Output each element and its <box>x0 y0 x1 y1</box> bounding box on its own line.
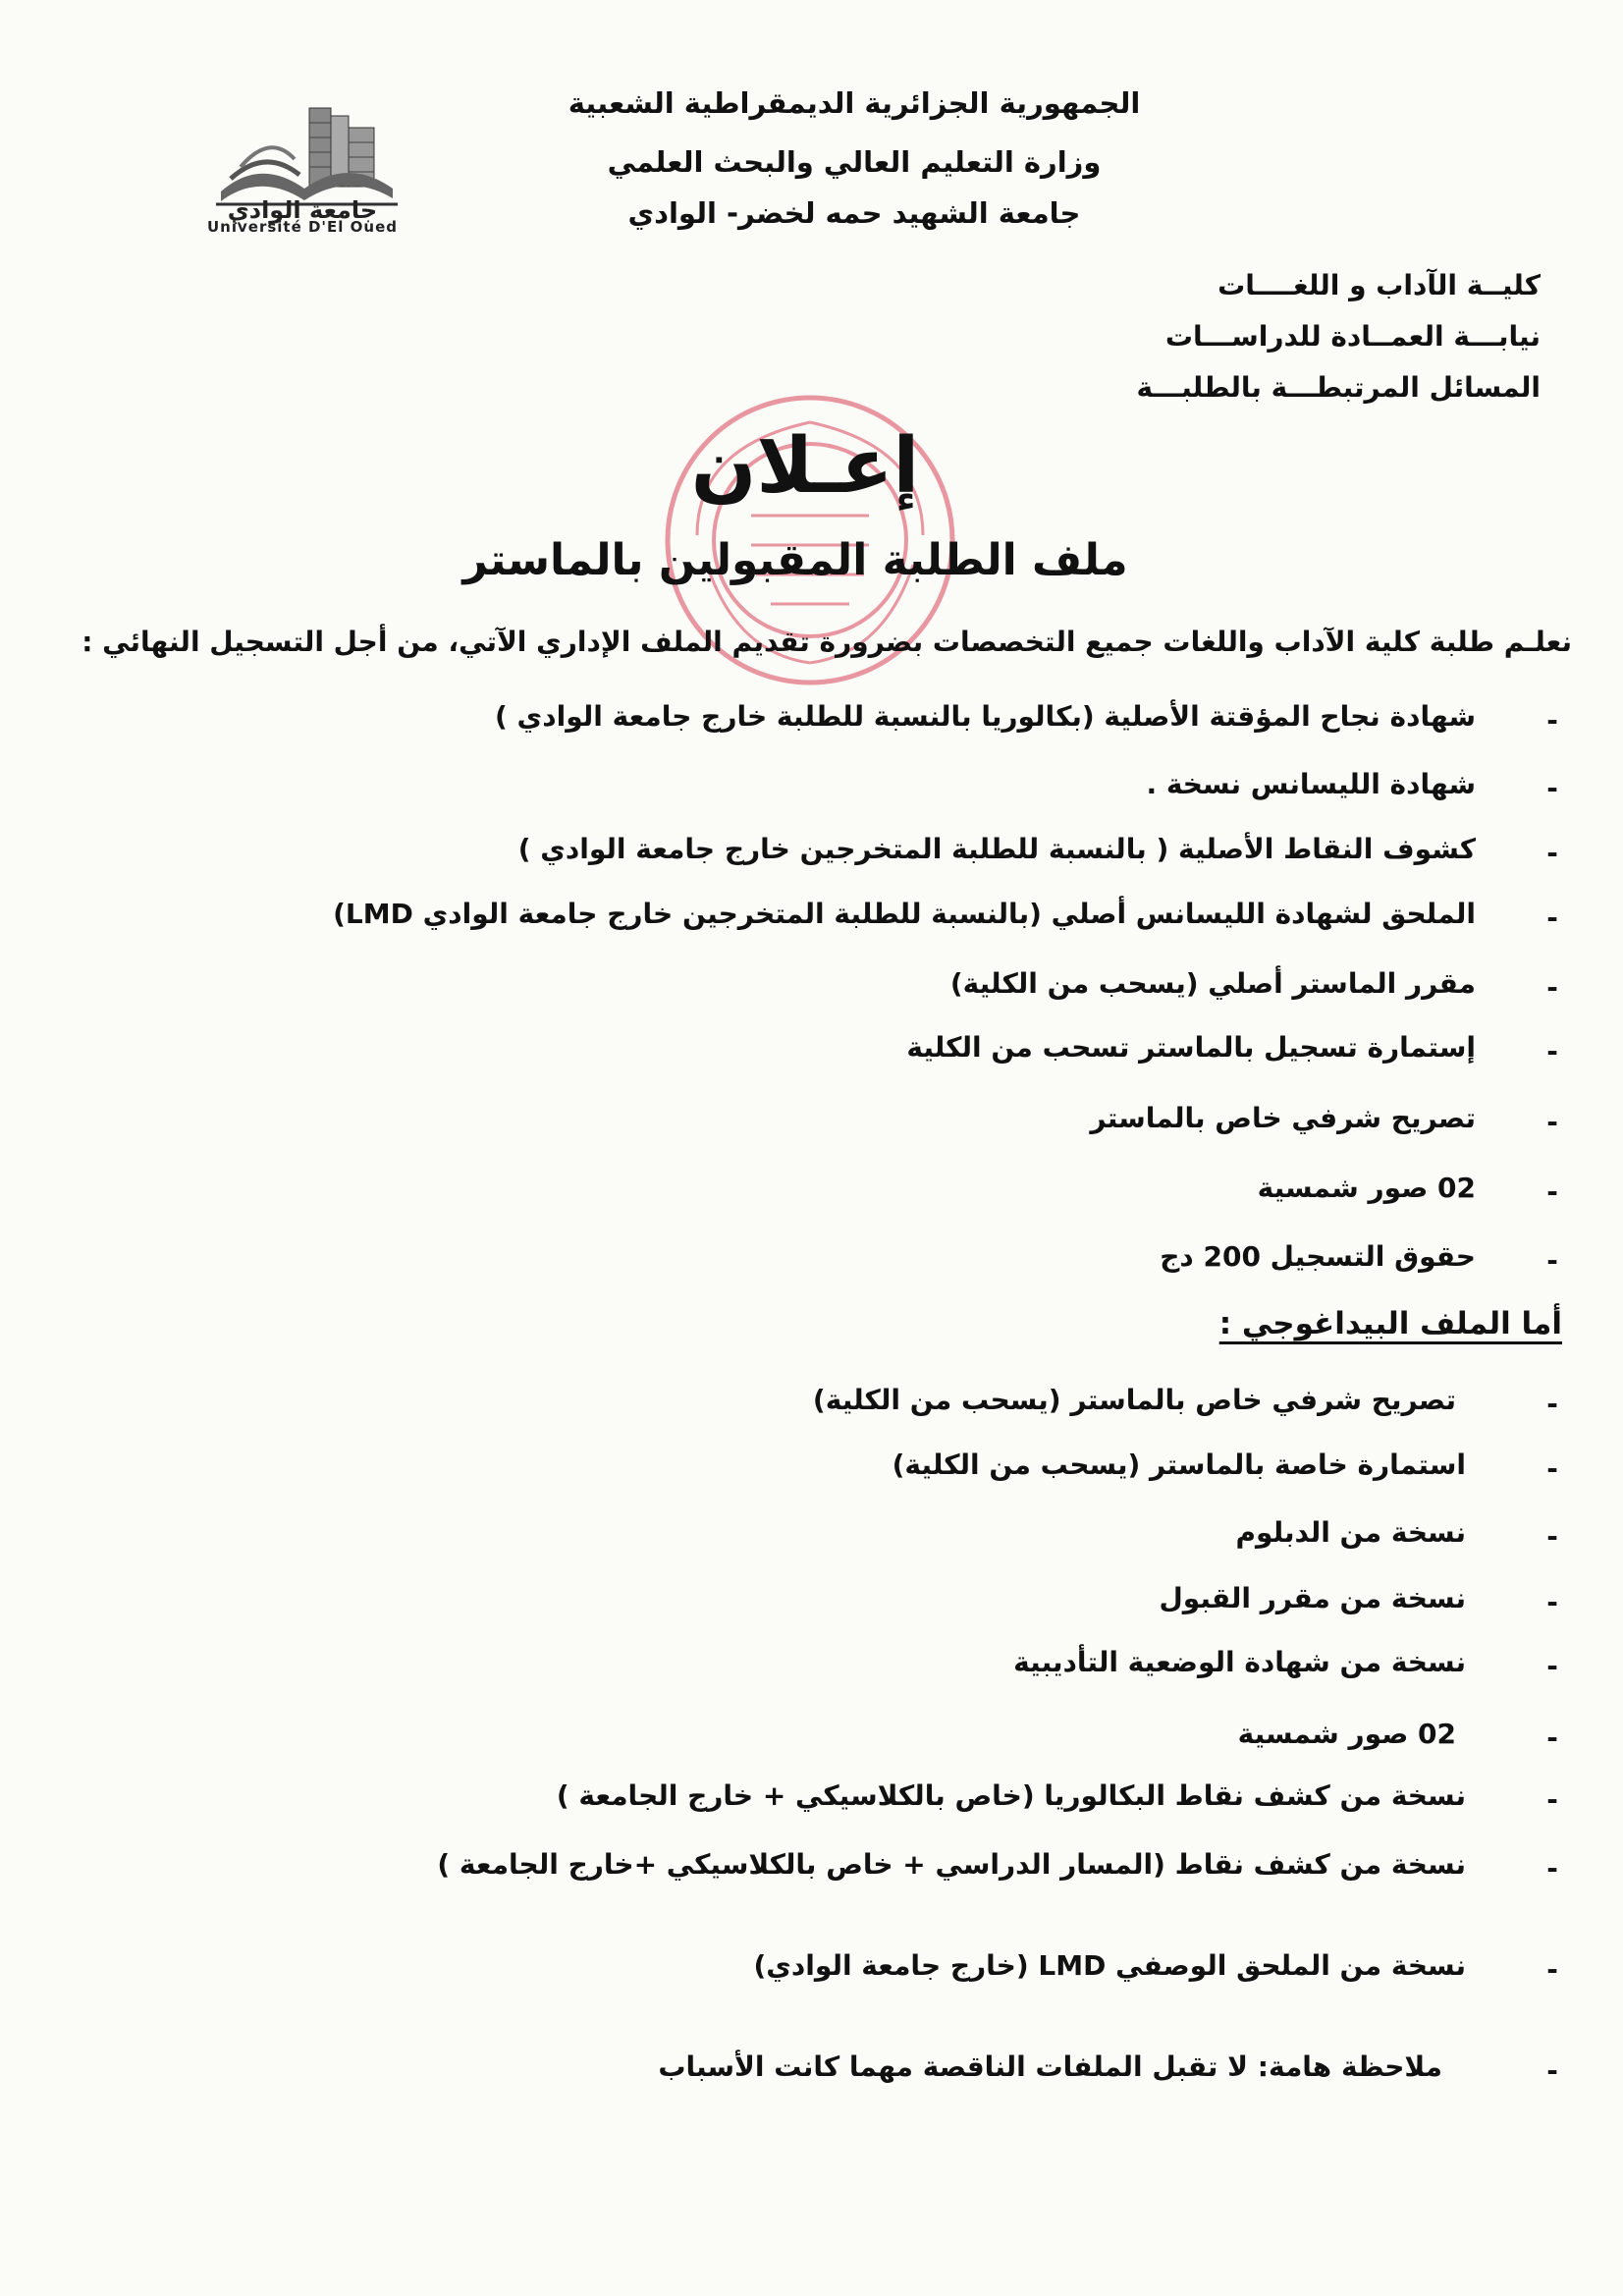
intro-paragraph: نعلـم طلبة كلية الآداب واللغات جميع التخصصات بضرورة تقديم الملف الإداري الآتي، من أجل التسجيل النهائي : <box>81 626 1572 658</box>
list-item-text: نسخة من كشف نقاط (المسار الدراسي + خاص بالكلاسيكي +خارج الجامعة ) <box>437 1848 1466 1881</box>
list-bullet: - <box>1546 1722 1558 1754</box>
pedagogical-heading: أما الملف البيداغوجي : <box>1218 1306 1562 1341</box>
list-bullet: - <box>1546 1783 1558 1816</box>
list-bullet: - <box>1546 1244 1558 1277</box>
list-item <box>89 1240 1562 1284</box>
list-bullet: - <box>1546 1388 1558 1420</box>
list-bullet: - <box>1546 1035 1558 1067</box>
list-bullet: - <box>1546 837 1558 869</box>
list-item <box>89 898 1562 941</box>
list-bullet: - <box>1546 971 1558 1004</box>
list-item <box>89 1582 1562 1625</box>
list-bullet: - <box>1546 1520 1558 1553</box>
list-item-text: استمارة خاصة بالماستر (يسحب من الكلية) <box>892 1449 1466 1481</box>
logo-arabic-text: جامعة الوادي <box>227 196 378 224</box>
list-item <box>89 1646 1562 1689</box>
list-bullet: - <box>1546 1852 1558 1885</box>
list-bullet: - <box>1546 1106 1558 1138</box>
list-bullet: - <box>1546 1586 1558 1618</box>
list-item <box>89 1172 1562 1215</box>
list-bullet: - <box>1546 1953 1558 1986</box>
list-item <box>89 1718 1562 1761</box>
list-item-text: مقرر الماستر أصلي (يسحب من الكلية) <box>949 967 1476 1000</box>
header-republic: الجمهورية الجزائرية الديمقراطية الشعبية <box>568 86 1141 120</box>
list-item <box>89 833 1562 876</box>
list-item <box>89 1516 1562 1559</box>
list-item-text: الملحق لشهادة الليسانس أصلي (بالنسبة للطلبة المتخرجين خارج جامعة الوادي LMD) <box>333 898 1476 930</box>
header-ministry: وزارة التعليم العالي والبحث العلمي <box>607 145 1102 179</box>
list-item-text: 02 صور شمسية <box>1257 1172 1476 1204</box>
faculty-name: كليــة الآداب و اللغــــات <box>1217 269 1541 301</box>
list-bullet: - <box>1546 1175 1558 1208</box>
list-item <box>89 700 1562 743</box>
list-item-text: نسخة من شهادة الوضعية التأديبية <box>1013 1646 1466 1678</box>
list-item-text: 02 صور شمسية <box>1237 1718 1456 1750</box>
list-item <box>89 967 1562 1011</box>
list-item-text: نسخة من الملحق الوصفي LMD (خارج جامعة الوادي) <box>753 1949 1466 1982</box>
header-university: جامعة الشهيد حمه لخضر- الوادي <box>627 196 1081 230</box>
list-bullet: - <box>1546 772 1558 804</box>
list-bullet: - <box>1546 902 1558 934</box>
list-item-text: نسخة من مقرر القبول <box>1159 1582 1466 1614</box>
announcement-subtitle: ملف الطلبة المقبولين بالماستر <box>462 535 1128 585</box>
list-bullet: - <box>1546 1650 1558 1682</box>
list-item <box>89 1779 1562 1823</box>
list-item <box>89 1384 1562 1427</box>
important-note-text: ملاحظة هامة: لا تقبل الملفات الناقصة مهما كانت الأسباب <box>658 2050 1442 2083</box>
faculty-student-affairs: المسائل المرتبطـــة بالطلبـــة <box>1136 371 1541 404</box>
list-item <box>89 1031 1562 1074</box>
important-note <box>89 2050 1562 2094</box>
list-bullet: - <box>1546 1452 1558 1485</box>
list-item <box>89 1102 1562 1145</box>
list-item <box>89 768 1562 811</box>
list-item <box>89 1949 1562 1993</box>
list-item-text: نسخة من الدبلوم <box>1235 1516 1466 1549</box>
list-item-text: شهادة نجاح المؤقتة الأصلية (بكالوريا بالنسبة للطلبة خارج جامعة الوادي ) <box>495 700 1476 733</box>
list-item-text: حقوق التسجيل 200 دج <box>1160 1240 1476 1273</box>
list-item-text: نسخة من كشف نقاط البكالوريا (خاص بالكلاسيكي + خارج الجامعة ) <box>556 1779 1466 1812</box>
list-item-text: كشوف النقاط الأصلية ( بالنسبة للطلبة المتخرجين خارج جامعة الوادي ) <box>517 833 1476 865</box>
list-item-text: تصريح شرفي خاص بالماستر (يسحب من الكلية) <box>812 1384 1456 1416</box>
faculty-deanship: نيابـــة العمــادة للدراســـات <box>1164 320 1541 353</box>
logo-french-text: Université D'El Oued <box>207 218 398 236</box>
list-item <box>89 1848 1562 1891</box>
announcement-title: إعـلان <box>690 422 920 511</box>
list-bullet: - <box>1546 704 1558 737</box>
list-bullet: - <box>1546 2054 1558 2087</box>
list-item-text: شهادة الليسانس نسخة . <box>1146 768 1476 800</box>
list-item <box>89 1449 1562 1492</box>
list-item-text: تصريح شرفي خاص بالماستر <box>1090 1102 1476 1134</box>
list-item-text: إستمارة تسجيل بالماستر تسحب من الكلية <box>906 1031 1476 1064</box>
